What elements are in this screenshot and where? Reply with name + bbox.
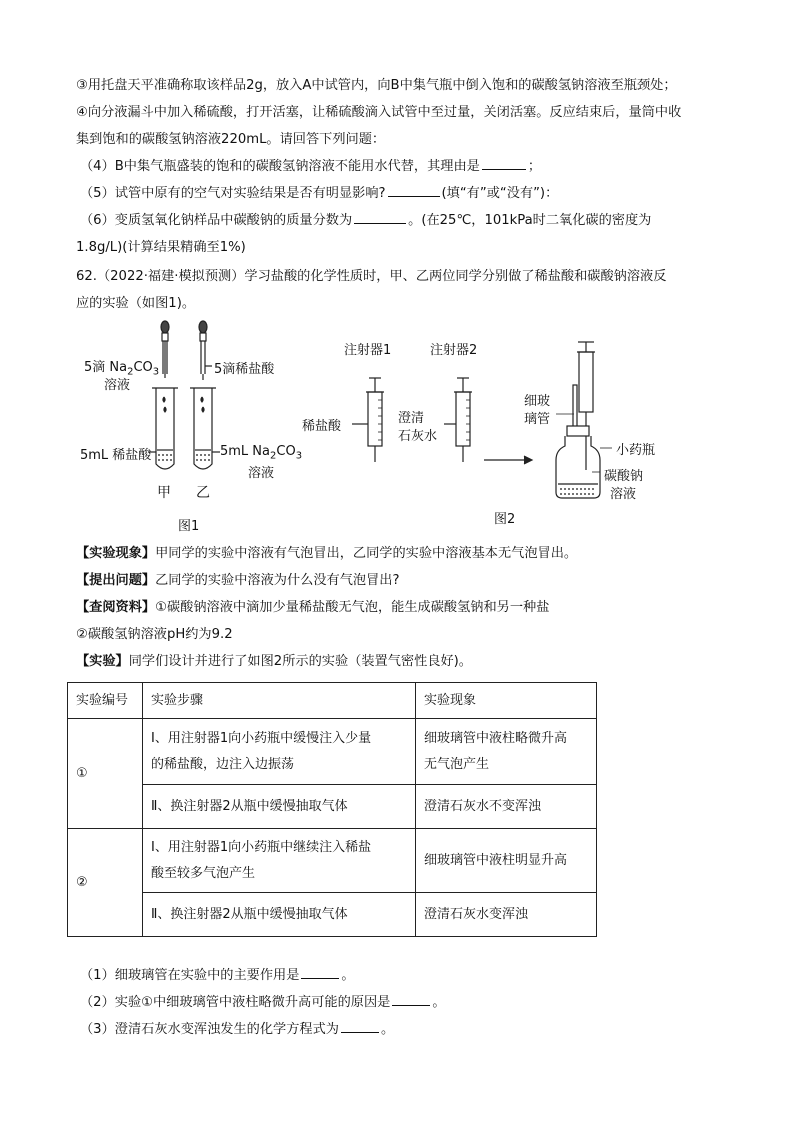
table-row: [68, 893, 597, 937]
step-cell: Ⅰ、用注射器1向小药瓶中缓慢注入少量 的稀盐酸，边注入边振荡: [143, 719, 416, 785]
experiment-id: ①: [68, 719, 143, 829]
step-cell: Ⅱ、换注射器2从瓶中缓慢抽取气体: [143, 785, 416, 829]
answer-blank: [482, 157, 526, 170]
question-6-line-2: 1.8g/L)(计算结果精确至1%): [76, 240, 246, 255]
problem-question: 【提出问题】乙同学的实验中溶液为什么没有气泡冒出?: [76, 573, 400, 588]
label-syringe-2: 注射器2: [430, 343, 478, 358]
observation-cell: 澄清石灰水变浑浊: [416, 893, 597, 937]
label-dilute-hcl: 稀盐酸: [302, 419, 342, 434]
answer-blank: [388, 184, 440, 197]
step-cell: Ⅰ、用注射器1向小药瓶中继续注入稀盐 酸至较多气泡产生: [143, 829, 416, 893]
label-small-bottle: 小药瓶: [616, 443, 656, 458]
question-5: （5）试管中原有的空气对实验结果是否有明显影响? (填“有”或“没有”)：: [80, 186, 559, 201]
label-solution-right: 溶液: [248, 466, 275, 481]
table-row: [68, 829, 597, 893]
answer-blank: [301, 966, 339, 979]
intro-line-1: ③用托盘天平准确称取该样品2g，放入A中试管内，向B中集气瓶中倒入饱和的碳酸氢钠溶液至瓶颈处；: [76, 78, 677, 93]
table-row: [68, 785, 597, 829]
label-5ml-na2co3: 5mL $Na_2CO_3$: [220, 444, 303, 462]
reference-info-2: ②碳酸氢钠溶液pH约为9.2: [76, 627, 233, 642]
label-syringe-1: 注射器1: [344, 343, 392, 358]
observation-cell: 细玻璃管中液柱明显升高: [416, 829, 597, 893]
problem-62-line-2: 应的实验（如图1)。: [76, 296, 196, 311]
label-yi: 乙: [196, 485, 210, 501]
label-5-drops-hcl: 5滴稀盐酸: [214, 362, 275, 377]
table-header: 实验编号: [68, 683, 143, 719]
table-header: 实验现象: [416, 683, 597, 719]
question-6: （6）变质氢氧化钠样品中碳酸钠的质量分数为 。(在25℃，101kPa时二氧化碳的密度为: [80, 213, 652, 228]
intro-line-2: ④向分液漏斗中加入稀硫酸，打开活塞，让稀硫酸滴入试管中至过量，关闭活塞。反应结束后，量筒中收: [76, 105, 682, 120]
reference-info: 【查阅资料】①碳酸钠溶液中滴加少量稀盐酸无气泡，能生成碳酸氢钠和另一种盐: [76, 600, 550, 615]
table-row: [68, 719, 597, 785]
followup-1: （1）细玻璃管在实验中的主要作用是 。: [80, 968, 355, 983]
intro-line-3: 集到饱和的碳酸氢钠溶液220mL。请回答下列问题：: [76, 132, 386, 147]
table-header: 实验步骤: [143, 683, 416, 719]
observation-cell: 澄清石灰水不变浑浊: [416, 785, 597, 829]
label-limewater-1: 澄清: [398, 411, 425, 426]
label-5ml-hcl: 5mL 稀盐酸: [80, 448, 152, 463]
followup-2: （2）实验①中细玻璃管中液柱略微升高可能的原因是 。: [80, 995, 446, 1010]
experiment-id: ②: [68, 829, 143, 937]
experiment-intro: 【实验】同学们设计并进行了如图2所示的实验（装置气密性良好)。: [76, 654, 472, 669]
observation-cell: 细玻璃管中液柱略微升高 无气泡产生: [416, 719, 597, 785]
label-thin-tube-2: 璃管: [524, 412, 551, 427]
answer-blank: [392, 993, 430, 1006]
figure-2-caption: 图2: [494, 512, 516, 527]
answer-blank: [341, 1020, 379, 1033]
label-5-drops-na2co3: 5滴 $Na_2CO_3$: [84, 360, 160, 378]
problem-62-line-1: 62.（2022·福建·模拟预测）学习盐酸的化学性质时，甲、乙两位同学分别做了稀盐酸和碳酸钠溶液反: [76, 269, 667, 284]
label-solution-left: 溶液: [104, 378, 131, 393]
experiment-table: [67, 682, 597, 937]
label-thin-tube-1: 细玻: [524, 394, 551, 409]
followup-3: （3）澄清石灰水变浑浊发生的化学方程式为 。: [80, 1022, 395, 1037]
label-na2co3-2: 溶液: [610, 487, 637, 502]
label-jia: 甲: [157, 485, 171, 501]
question-4: （4）B中集气瓶盛装的饱和的碳酸氢钠溶液不能用水代替，其理由是 ；: [80, 159, 542, 174]
label-na2co3-1: 碳酸钠: [604, 469, 644, 484]
table-header-row: [68, 683, 597, 719]
figure-1-caption: 图1: [178, 519, 200, 534]
phenomenon: 【实验现象】甲同学的实验中溶液有气泡冒出，乙同学的实验中溶液基本无气泡冒出。: [76, 546, 578, 561]
step-cell: Ⅱ、换注射器2从瓶中缓慢抽取气体: [143, 893, 416, 937]
answer-blank: [354, 211, 406, 224]
label-limewater-2: 石灰水: [398, 429, 438, 444]
